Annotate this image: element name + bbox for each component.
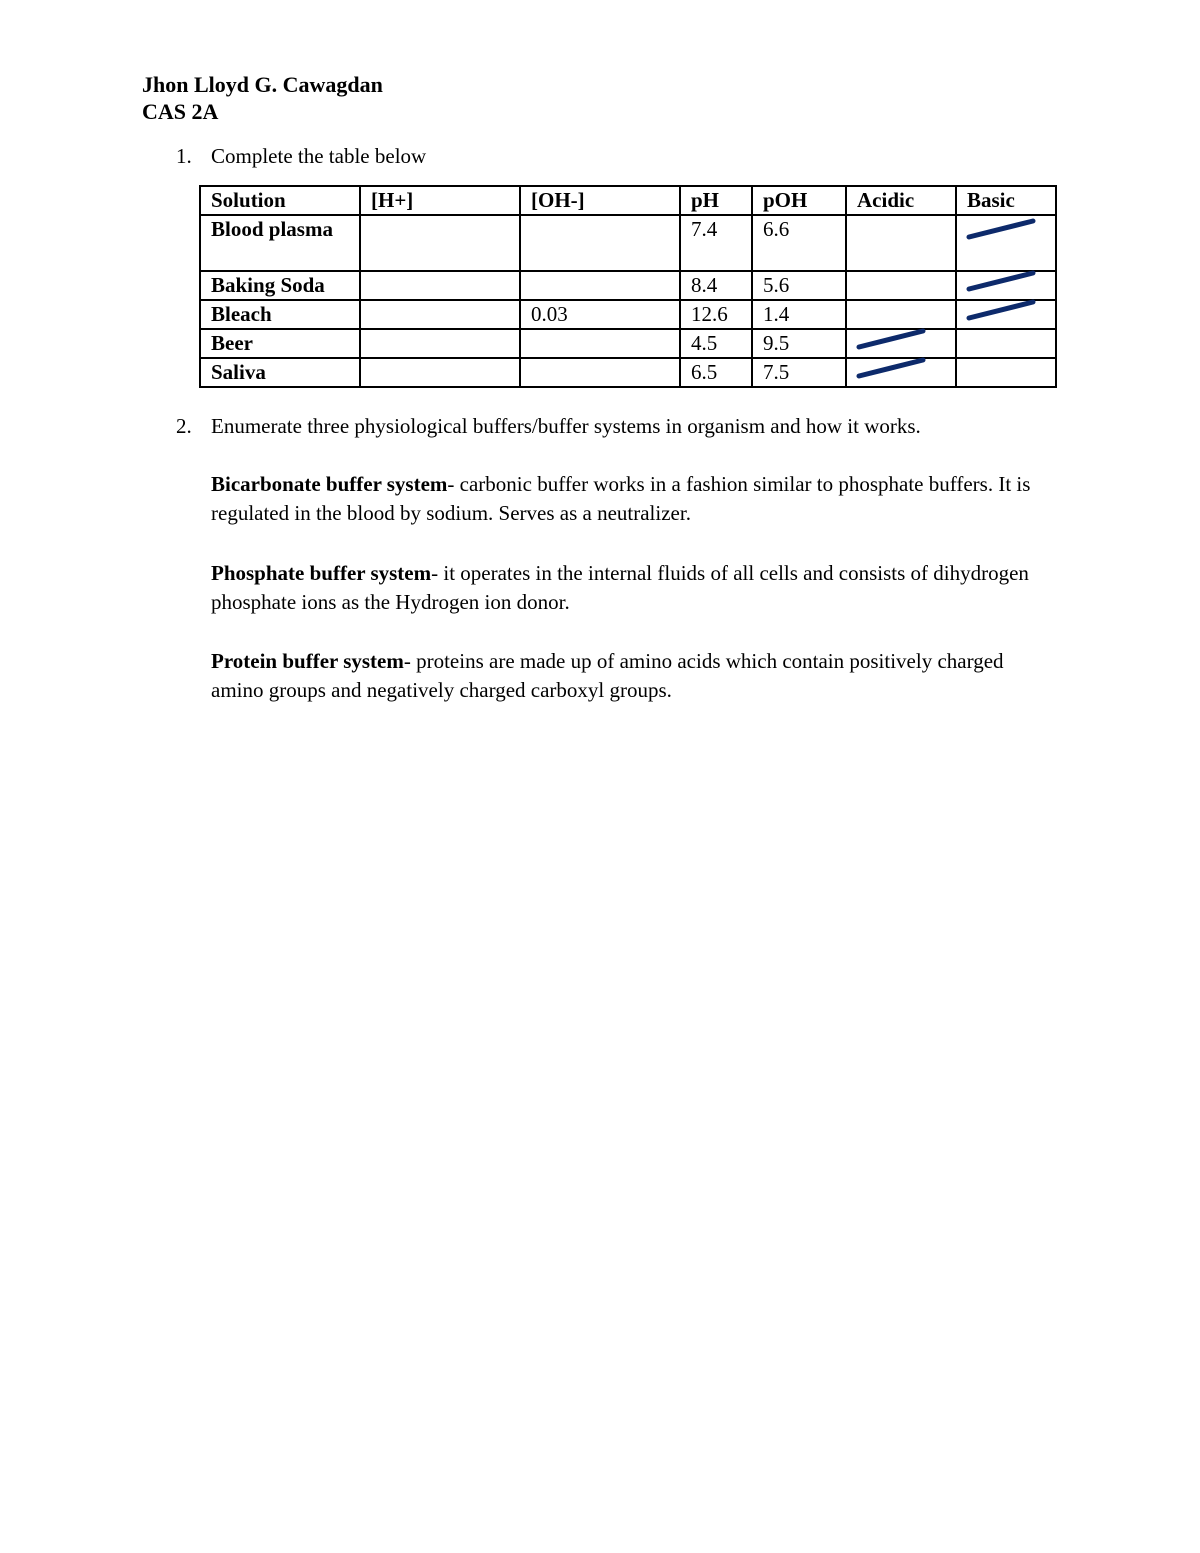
- cell-acidic: [846, 329, 956, 358]
- answer-text: - proteins are made up of amino acids which contain positively charged amino groups and negatively charged carboxyl groups.: [211, 649, 1004, 702]
- ph-table: [199, 185, 1057, 388]
- cell-poh: 1.4: [752, 300, 846, 329]
- table-row: [200, 329, 1056, 358]
- header-poh: pOH: [752, 186, 846, 215]
- check-mark-icon: [855, 357, 927, 379]
- ph-table-container: [199, 185, 1057, 388]
- cell-ph: 7.4: [680, 215, 752, 271]
- cell-ph: 4.5: [680, 329, 752, 358]
- header-oh-concentration: [OH-]: [520, 186, 680, 215]
- cell-basic: [956, 358, 1056, 387]
- cell-acidic: [846, 300, 956, 329]
- header-ph: pH: [680, 186, 752, 215]
- header-solution: Solution: [200, 186, 360, 215]
- cell-poh: 7.5: [752, 358, 846, 387]
- cell-basic: [956, 300, 1056, 329]
- table-row: [200, 358, 1056, 387]
- table-row: [200, 300, 1056, 329]
- cell-solution: Blood plasma: [200, 215, 360, 271]
- cell-oh-concentration: [520, 329, 680, 358]
- table-body: [200, 215, 1056, 387]
- question-text: Complete the table below: [211, 144, 427, 168]
- check-stroke: [969, 302, 1033, 318]
- cell-ph: 8.4: [680, 271, 752, 300]
- answer-term: Bicarbonate buffer system: [211, 472, 448, 496]
- cell-acidic: [846, 358, 956, 387]
- table-row: [200, 271, 1056, 300]
- header-basic: Basic: [956, 186, 1056, 215]
- student-name: Jhon Lloyd G. Cawagdan: [142, 72, 383, 97]
- student-class: CAS 2A: [142, 99, 219, 124]
- cell-ph: 12.6: [680, 300, 752, 329]
- check-stroke: [859, 331, 923, 347]
- cell-poh: 5.6: [752, 271, 846, 300]
- answer-term: Protein buffer system: [211, 649, 404, 673]
- check-mark-icon: [965, 218, 1037, 240]
- cell-basic: [956, 271, 1056, 300]
- check-mark-icon: [855, 328, 927, 350]
- cell-h-concentration: [360, 215, 520, 271]
- check-stroke: [969, 273, 1033, 289]
- cell-ph: 6.5: [680, 358, 752, 387]
- cell-basic: [956, 215, 1056, 271]
- cell-h-concentration: [360, 358, 520, 387]
- answer-text: - carbonic buffer works in a fashion similar to phosphate buffers. It is regulated in the blood by sodium. Serves as a neutralizer.: [211, 472, 1031, 525]
- cell-solution: Bleach: [200, 300, 360, 329]
- cell-h-concentration: [360, 329, 520, 358]
- answer-bicarbonate: [211, 470, 1061, 528]
- check-mark-icon: [965, 270, 1037, 292]
- check-mark-icon: [965, 299, 1037, 321]
- cell-acidic: [846, 215, 956, 271]
- cell-oh-concentration: [520, 215, 680, 271]
- answer-text: - it operates in the internal fluids of all cells and consists of dihydrogen phosphate ions as the Hydrogen ion donor.: [211, 561, 1029, 614]
- cell-poh: 9.5: [752, 329, 846, 358]
- check-stroke: [969, 221, 1033, 237]
- header-acidic: Acidic: [846, 186, 956, 215]
- cell-solution: Saliva: [200, 358, 360, 387]
- cell-basic: [956, 329, 1056, 358]
- answer-term: Phosphate buffer system: [211, 561, 432, 585]
- question-number: 2.: [176, 414, 192, 438]
- cell-acidic: [846, 271, 956, 300]
- question-1: [176, 143, 426, 169]
- cell-oh-concentration: [520, 271, 680, 300]
- cell-oh-concentration: 0.03: [520, 300, 680, 329]
- check-stroke: [859, 360, 923, 376]
- table-row: [200, 215, 1056, 271]
- cell-solution: Beer: [200, 329, 360, 358]
- question-text: Enumerate three physiological buffers/buffer systems in organism and how it works.: [211, 414, 921, 438]
- answer-phosphate: [211, 559, 1061, 617]
- table-header-row: [200, 186, 1056, 215]
- cell-h-concentration: [360, 300, 520, 329]
- question-2: [176, 413, 921, 439]
- question-number: 1.: [176, 144, 192, 168]
- header-h-concentration: [H+]: [360, 186, 520, 215]
- cell-poh: 6.6: [752, 215, 846, 271]
- cell-solution: Baking Soda: [200, 271, 360, 300]
- answer-protein: [211, 647, 1061, 705]
- cell-h-concentration: [360, 271, 520, 300]
- cell-oh-concentration: [520, 358, 680, 387]
